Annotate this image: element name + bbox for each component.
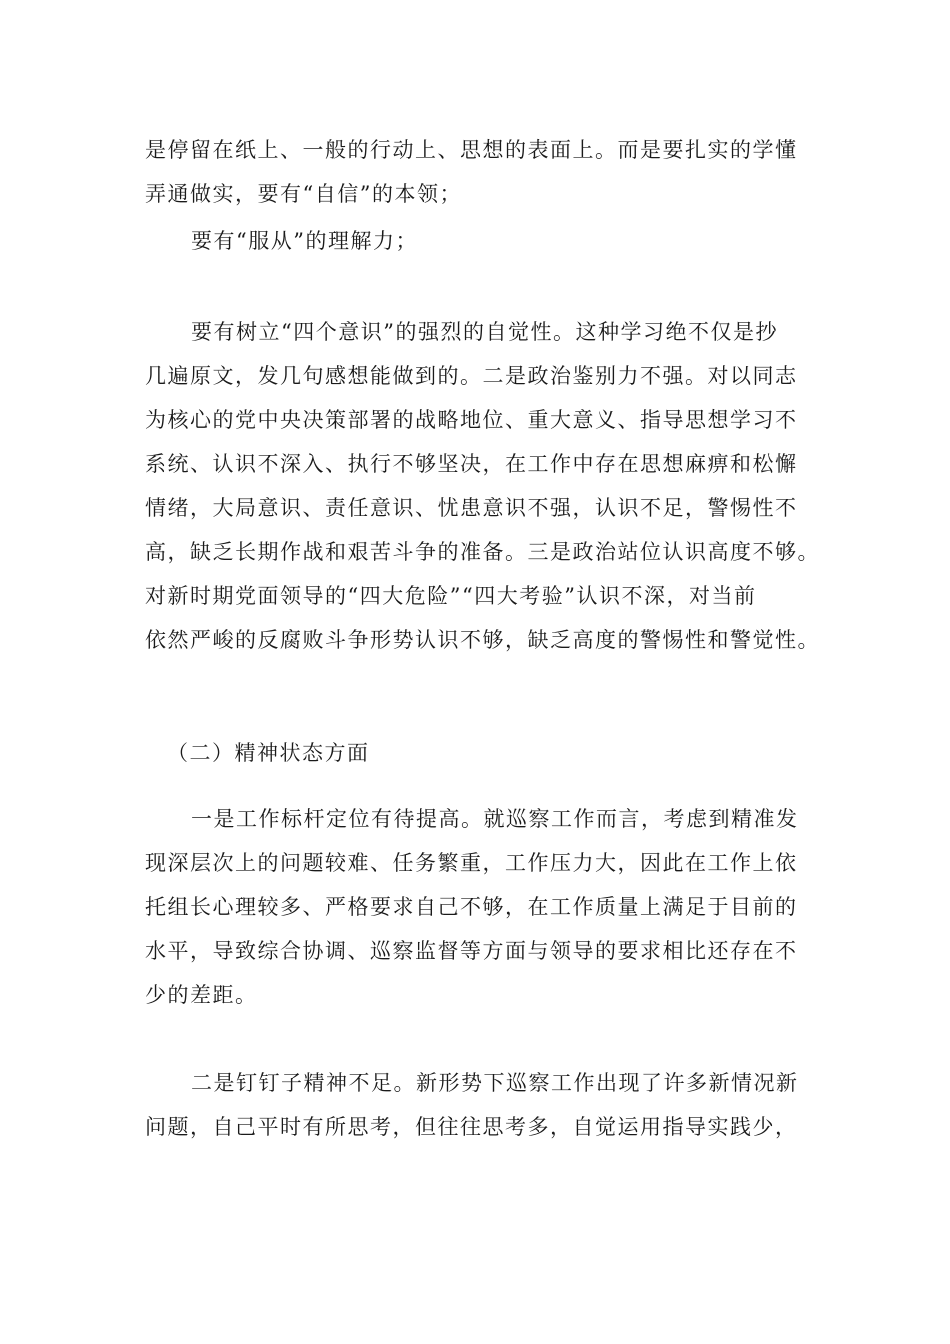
paragraph-5 [145, 797, 805, 1017]
paragraph-line: 要有“服从”的理解力； [191, 229, 418, 253]
paragraph-2 [145, 219, 805, 263]
paragraph-line: 对新时期党面领导的“四大危险”“四大考验”认识不深，对当前 [145, 584, 757, 608]
section-heading-text: （二）精神状态方面 [167, 741, 370, 765]
paragraph-line: 情绪，大局意识、责任意识、忧患意识不强，认识不足，警惕性不 [145, 496, 798, 520]
paragraph-line: 为核心的党中央决策部署的战略地位、重大意义、指导思想学习不 [145, 408, 798, 432]
paragraph-line: 系统、认识不深入、执行不够坚决，在工作中存在思想麻痹和松懈 [145, 452, 798, 476]
paragraph-line: 依然严峻的反腐败斗争形势认识不够，缺乏高度的警惕性和警觉性。 [145, 628, 820, 652]
paragraph-line: 少的差距。 [145, 983, 258, 1007]
paragraph-line: 一是工作标杆定位有待提高。就巡察工作而言，考虑到精准发 [191, 807, 799, 831]
section-heading [145, 731, 805, 775]
paragraph-line: 问题，自己平时有所思考，但往往思考多，自觉运用指导实践少， [145, 1115, 798, 1139]
paragraph-line: 弄通做实，要有“自信”的本领； [145, 182, 462, 206]
paragraph-6 [145, 1061, 805, 1149]
paragraph-line: 现深层次上的问题较难、任务繁重，工作压力大，因此在工作上依 [145, 851, 798, 875]
paragraph-line: 托组长心理较多、严格要求自己不够，在工作质量上满足于目前的 [145, 895, 798, 919]
paragraph-line: 二是钉钉子精神不足。新形势下巡察工作出现了许多新情况新 [191, 1071, 799, 1095]
paragraph-line: 水平，导致综合协调、巡察监督等方面与领导的要求相比还存在不 [145, 939, 798, 963]
paragraph-line: 高，缺乏长期作战和艰苦斗争的准备。三是政治站位认识高度不够。 [145, 540, 820, 564]
paragraph-line: 是停留在纸上、一般的行动上、思想的表面上。而是要扎实的学懂 [145, 138, 798, 162]
paragraph-line: 几遍原文，发几句感想能做到的。二是政治鉴别力不强。对以同志 [145, 364, 798, 388]
paragraph-3 [145, 310, 820, 662]
paragraph-line: 要有树立“四个意识”的强烈的自觉性。这种学习绝不仅是抄 [191, 320, 778, 344]
paragraph-1 [145, 128, 805, 216]
